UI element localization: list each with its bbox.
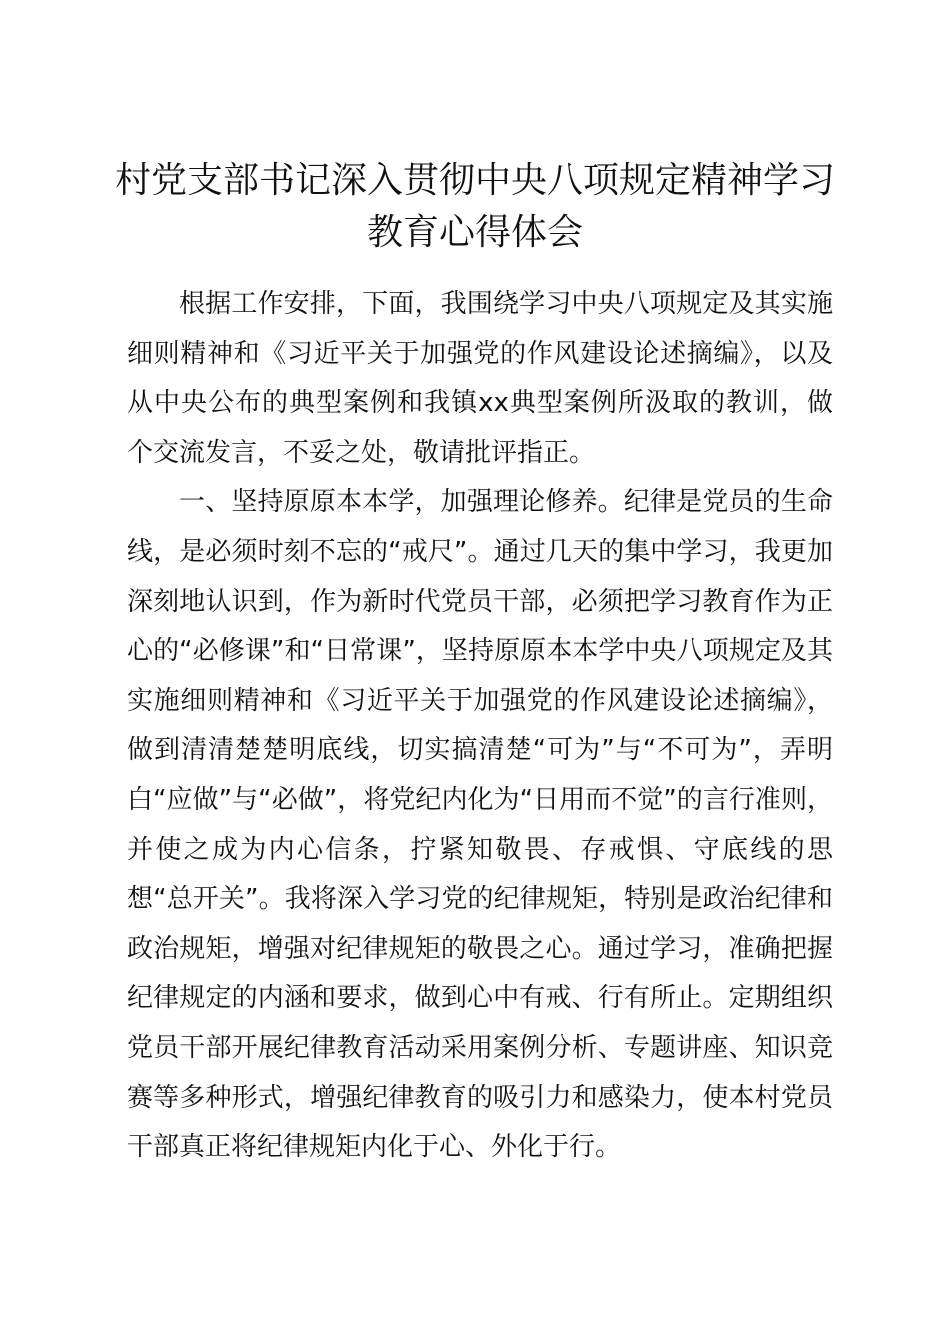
document-title: 村党支部书记深入贯彻中央八项规定精神学习教育心得体会	[114, 160, 835, 253]
document-body	[127, 280, 833, 1173]
paragraph-section-one: 一、坚持原原本本学，加强理论修养。纪律是党员的生命线，是必须时刻不忘的“戒尺”。通过几天的集中学习，我更加深刻地认识到，作为新时代党员干部，必须把学习教育作为正心的“必修课”和“日常课”，坚持原原本本学中央八项规定及其实施细则精神和《习近平关于加强党的作风建设论述摘编》，做到清清楚楚明底线，切实搞清楚“可为”与“不可为”，弄明白“应做”与“必做”，将党纪内化为“日用而不觉”的言行准则，并使之成为内心信条，拧紧知敬畏、存戒惧、守底线的思想“总开关”。我将深入学习党的纪律规矩，特别是政治纪律和政治规矩，增强对纪律规矩的敬畏之心。通过学习，准确把握纪律规定的内涵和要求，做到心中有戒、行有所止。定期组织党员干部开展纪律教育活动采用案例分析、专题讲座、知识竞赛等多种形式，增强纪律教育的吸引力和感染力，使本村党员干部真正将纪律规矩内化于心、外化于行。	[127, 487, 833, 1163]
paragraph-intro: 根据工作安排，下面，我围绕学习中央八项规定及其实施细则精神和《习近平关于加强党的作风建设论述摘编》，以及从中央公布的典型案例和我镇xx典型案例所汲取的教训，做个交流发言，不妥之处，敬请批评指正。	[127, 289, 833, 468]
